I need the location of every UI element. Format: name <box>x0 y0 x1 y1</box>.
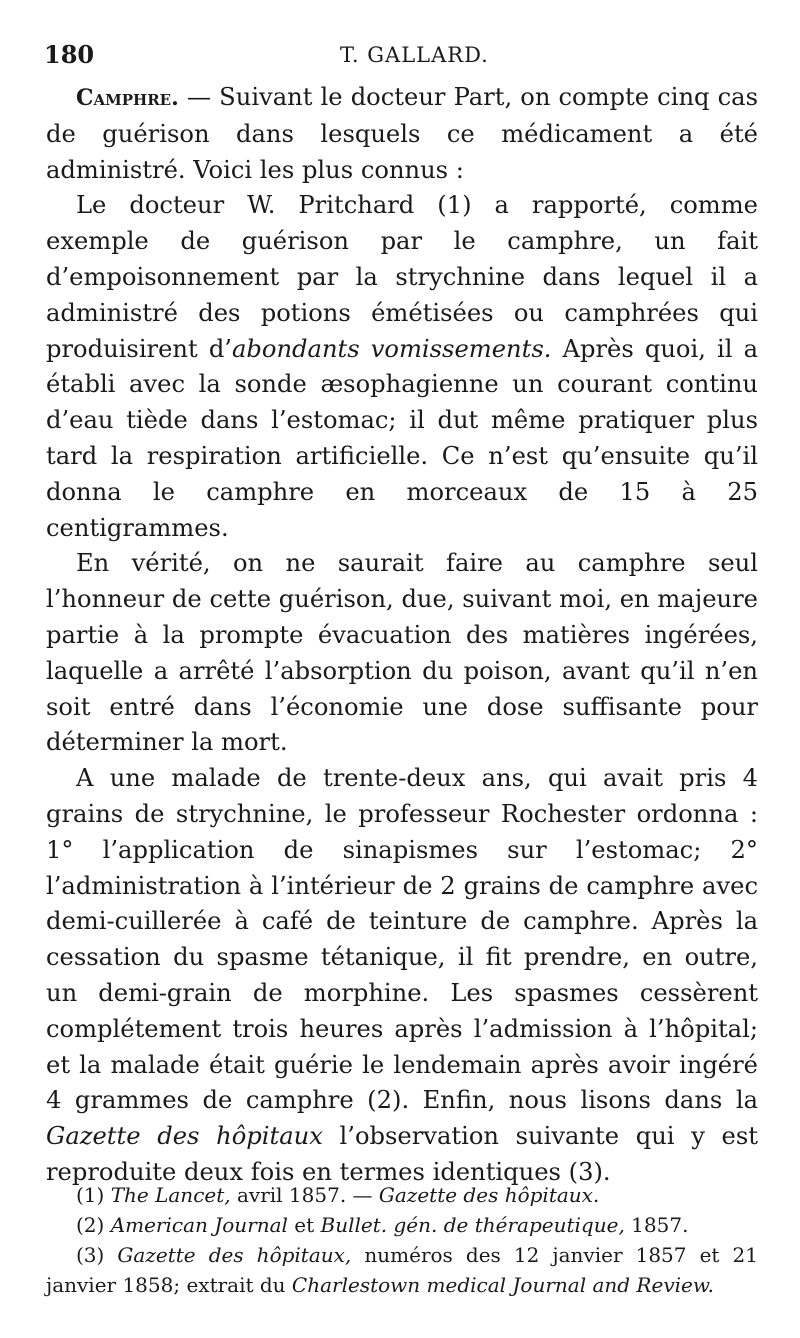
body-text <box>46 80 758 1191</box>
footnote-2-text-1: et <box>287 1213 321 1237</box>
paragraph-2-italic: abondants vomissements. <box>232 334 552 363</box>
footnote-1-number: (1) <box>76 1183 111 1207</box>
footnote-1-text: avril 1857. — <box>230 1183 379 1207</box>
footnote-2-italic-1: American Journal <box>110 1213 288 1237</box>
footnote-3-italic-1: Gazette des hôpitaux, <box>117 1243 352 1267</box>
paragraph-1-text: — Suivant le docteur Part, on compte cinq cas de guérison dans lesquels ce médicament a été administré. Voici les plus connus : <box>46 83 758 184</box>
footnote-3-text: numéros des 12 janvier 1857 et 21 janvier 1858; extrait du <box>46 1243 759 1297</box>
section-lead: Camphre. <box>76 85 179 111</box>
paragraph-1 <box>46 80 758 188</box>
footnote-3-number: (3) <box>76 1243 118 1267</box>
footnote-1 <box>46 1180 758 1210</box>
footnote-1-italic-1: The Lancet, <box>110 1183 231 1207</box>
running-title: T. GALLARD. <box>340 43 489 67</box>
paragraph-2 <box>46 188 758 546</box>
paragraph-4 <box>46 761 758 1191</box>
paragraph-4-text-b: l’observation suivante qui y est reproduite deux fois en termes identiques (3). <box>46 1122 759 1186</box>
paragraph-4-text-a: A une malade de trente-deux ans, qui avait pris 4 grains de strychnine, le professeur Rochester ordonna : 1° l’application de sinapismes sur l’estomac; 2° l’administration à l’intérieur de 2 grains de camphre avec demi-cuillerée à café de teinture de camphre. Après la cessation du spasme tétanique, il fit prendre, en outre, un demi-grain de morphine. Les spasmes cessèrent complétement trois heures après l’admission à l’hôpital; et la malade était guérie le lendemain après avoir ingéré 4 grammes de camphre (2). Enfin, nous lisons dans la <box>46 764 758 1115</box>
paragraph-3: En vérité, on ne saurait faire au camphre seul l’honneur de cette guérison, due, suivant moi, en majeure partie à la prompte évacuation des matières ingérées, laquelle a arrêté l’absorption du poison, avant qu’il n’en soit entré dans l’économie une dose suffisante pour déterminer la mort. <box>46 549 758 757</box>
page-number: 180 <box>44 40 95 69</box>
footnote-3 <box>46 1240 758 1300</box>
footnotes <box>46 1180 758 1300</box>
footnote-2 <box>46 1210 758 1240</box>
footnote-2-text-2: 1857. <box>624 1213 689 1237</box>
footnote-2-italic-2: Bullet. gén. de thérapeutique, <box>320 1213 625 1237</box>
paragraph-2-text-b: Après quoi, il a établi avec la sonde æsophagienne un courant continu d’eau tiède dans l’estomac; il dut même pratiquer plus tard la respiration artificielle. Ce n’est qu’ensuite qu’il donna le camphre en morceaux de 15 à 25 centigrammes. <box>46 334 758 542</box>
running-head <box>44 38 760 72</box>
paragraph-2-text-a: Le docteur W. Pritchard (1) a rapporté, comme exemple de guérison par le camphre, un fait d’empoisonnement par la strychnine dans lequel il a administré des potions émétisées ou camphrées qui produisirent d’ <box>46 191 758 363</box>
footnote-1-italic-2: Gazette des hôpitaux. <box>378 1183 600 1207</box>
footnote-2-number: (2) <box>76 1213 111 1237</box>
footnote-3-italic-2: Charlestown medical Journal and Review. <box>291 1273 714 1297</box>
paragraph-4-italic: Gazette des hôpitaux <box>46 1122 323 1151</box>
